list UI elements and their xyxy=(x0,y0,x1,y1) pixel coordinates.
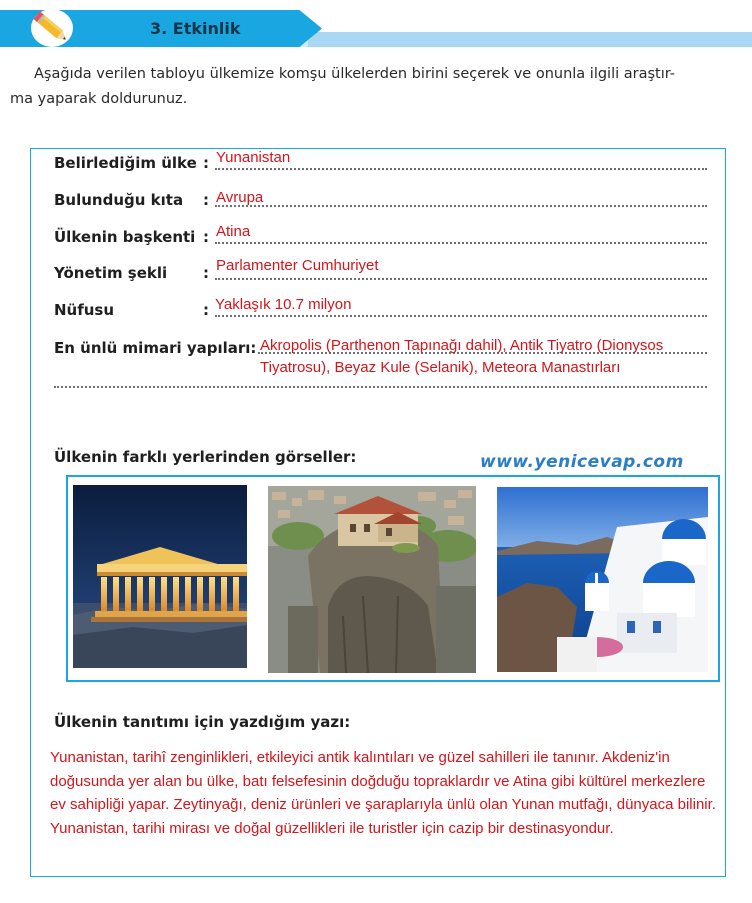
field-label-country: Belirlediğim ülke xyxy=(54,154,197,172)
instructions-line-2: ma yaparak doldurunuz. xyxy=(10,91,188,107)
answer-architecture-line-1[interactable]: Akropolis (Parthenon Tapınağı dahil), Antik Tiyatro (Dionysos xyxy=(260,337,664,354)
field-colon: : xyxy=(203,301,209,319)
answer-line xyxy=(215,205,707,207)
answer-capital[interactable]: Atina xyxy=(216,223,251,240)
field-colon: : xyxy=(203,228,209,246)
field-colon: : xyxy=(203,191,209,209)
essay-text[interactable]: Yunanistan, tarihî zenginlikleri, etkileyici antik kalıntıları ve güzel sahilleri ile tanınır. Akdeniz'in doğusunda yer alan bu ülke, batı felsefesinin doğduğu topraklardır ve Atina gibi kültürel merkezlere ev sahipliği yapar. Zeytinyağı, deniz ürünleri ve şaraplarıyla ünlü olan Yunan mutfağı, dünyaca bilinir. Yunanistan, tarihi mirası ve doğal güzellikleri ile turistler için cazip bir destinasyondur. xyxy=(50,749,716,837)
essay-heading: Ülkenin tanıtımı için yazdığım yazı: xyxy=(54,713,351,731)
instructions xyxy=(10,62,746,112)
answer-line xyxy=(215,242,707,244)
field-label-capital: Ülkenin başkenti xyxy=(54,228,196,246)
gallery-heading: Ülkenin farklı yerlerinden görseller: xyxy=(54,448,357,466)
answer-government[interactable]: Parlamenter Cumhuriyet xyxy=(216,257,379,274)
field-label-architecture: En ünlü mimari yapıları: xyxy=(54,339,257,357)
answer-architecture-line-2[interactable]: Tiyatrosu), Beyaz Kule (Selanik), Meteora Manastırları xyxy=(260,359,621,376)
parthenon-photo xyxy=(73,485,247,668)
instructions-line-1: Aşağıda verilen tabloyu ülkemize komşu ülkelerden birini seçerek ve onunla ilgili araştır- xyxy=(34,66,676,82)
field-label-population: Nüfusu xyxy=(54,301,115,319)
answer-line xyxy=(54,386,707,388)
field-colon: : xyxy=(203,154,209,172)
activity-title: 3. Etkinlik xyxy=(150,19,241,38)
answer-continent[interactable]: Avrupa xyxy=(216,189,264,206)
header-stripe xyxy=(308,32,752,47)
field-label-government: Yönetim şekli xyxy=(54,264,168,282)
answer-line xyxy=(215,168,707,170)
field-colon: : xyxy=(203,264,209,282)
watermark: www.yenicevap.com xyxy=(480,452,684,472)
answer-line xyxy=(215,278,707,280)
answer-country[interactable]: Yunanistan xyxy=(216,149,291,166)
pencil-icon xyxy=(28,6,74,48)
meteora-photo xyxy=(268,486,476,673)
santorini-photo xyxy=(497,487,708,672)
answer-population[interactable]: Yaklaşık 10.7 milyon xyxy=(215,296,352,313)
field-label-continent: Bulunduğu kıta xyxy=(54,191,184,209)
answer-line xyxy=(215,315,707,317)
